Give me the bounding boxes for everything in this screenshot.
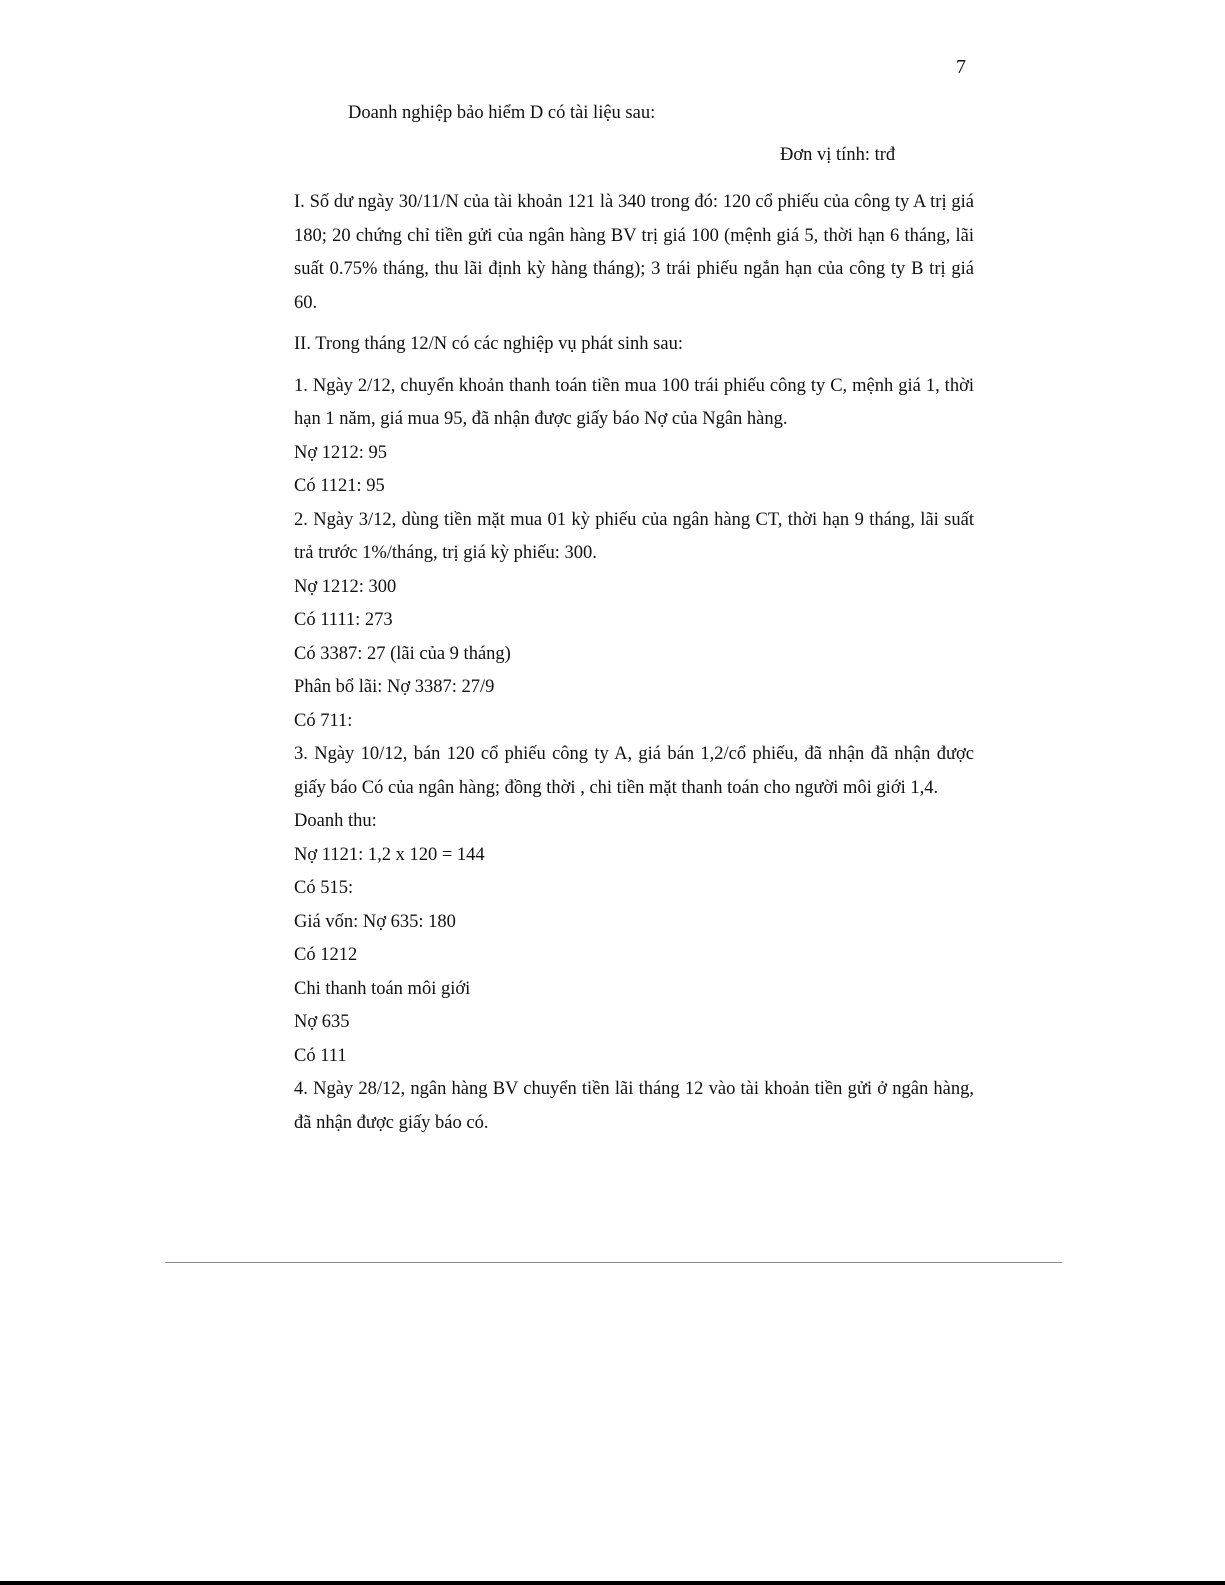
- page-number: 7: [956, 56, 966, 78]
- item-4-text: 4. Ngày 28/12, ngân hàng BV chuyển tiền lãi tháng 12 vào tài khoản tiền gửi ở ngân hàng, đã nhận được giấy báo có.: [294, 1079, 974, 1133]
- item-1-text: 1. Ngày 2/12, chuyển khoản thanh toán tiền mua 100 trái phiếu công ty C, mệnh giá 1, thời hạn 1 năm, giá mua 95, đã nhận được giấy báo Nợ của Ngân hàng.: [294, 375, 974, 429]
- item-1-entry: Nợ 1212: 95: [294, 442, 388, 463]
- item-2-entry: Có 711:: [294, 710, 353, 731]
- item-3-entry: Nợ 635: [294, 1012, 350, 1032]
- item-2-entry: Có 3387: 27 (lãi của 9 tháng): [294, 643, 511, 664]
- section-1-paragraph: I. Số dư ngày 30/11/N của tài khoản 121 là 340 trong đó: 120 cổ phiếu của công ty A trị giá 180; 20 chứng chỉ tiền gửi của ngân hàng BV trị giá 100 (mệnh giá 5, thời hạn 6 tháng, lãi suất 0.75% tháng, thu lãi định kỳ hàng tháng); 3 trái phiếu ngắn hạn của công ty B trị giá 60.: [294, 192, 974, 313]
- item-3-entry: Giá vốn: Nợ 635: 180: [294, 911, 456, 932]
- item-2-entry: Nợ 1212: 300: [294, 576, 397, 597]
- item-3-entry: Có 1212: [294, 945, 358, 965]
- item-3-entry: Nợ 1121: 1,2 x 120 = 144: [294, 844, 485, 865]
- section-2-heading: II. Trong tháng 12/N có các nghiệp vụ phát sinh sau:: [294, 334, 683, 354]
- unit-label: Đơn vị tính: trđ: [780, 145, 896, 165]
- item-1-entry: Có 1121: 95: [294, 476, 385, 496]
- item-2-text: 2. Ngày 3/12, dùng tiền mặt mua 01 kỳ phiếu của ngân hàng CT, thời hạn 9 tháng, lãi suất trả trước 1%/tháng, trị giá kỳ phiếu: 300.: [294, 509, 974, 563]
- page-divider: [165, 1262, 1062, 1263]
- page-bottom-edge: [0, 1581, 1225, 1585]
- item-3-entry: Có 515:: [294, 878, 354, 898]
- item-3-entry: Có 111: [294, 1045, 347, 1066]
- item-2-entry: Phân bổ lãi: Nợ 3387: 27/9: [294, 677, 495, 697]
- item-3-entry: Doanh thu:: [294, 811, 377, 831]
- item-3-text: 3. Ngày 10/12, bán 120 cổ phiếu công ty A, giá bán 1,2/cổ phiếu, đã nhận đã nhận được giấy báo Có của ngân hàng; đồng thời , chi tiền mặt thanh toán cho người môi giới 1,4.: [294, 744, 974, 798]
- item-3-entry: Chi thanh toán môi giới: [294, 978, 471, 999]
- document-body: [294, 186, 974, 1140]
- item-2-entry: Có 1111: 273: [294, 610, 393, 630]
- intro-line: Doanh nghiệp bảo hiểm D có tài liệu sau:: [348, 103, 656, 123]
